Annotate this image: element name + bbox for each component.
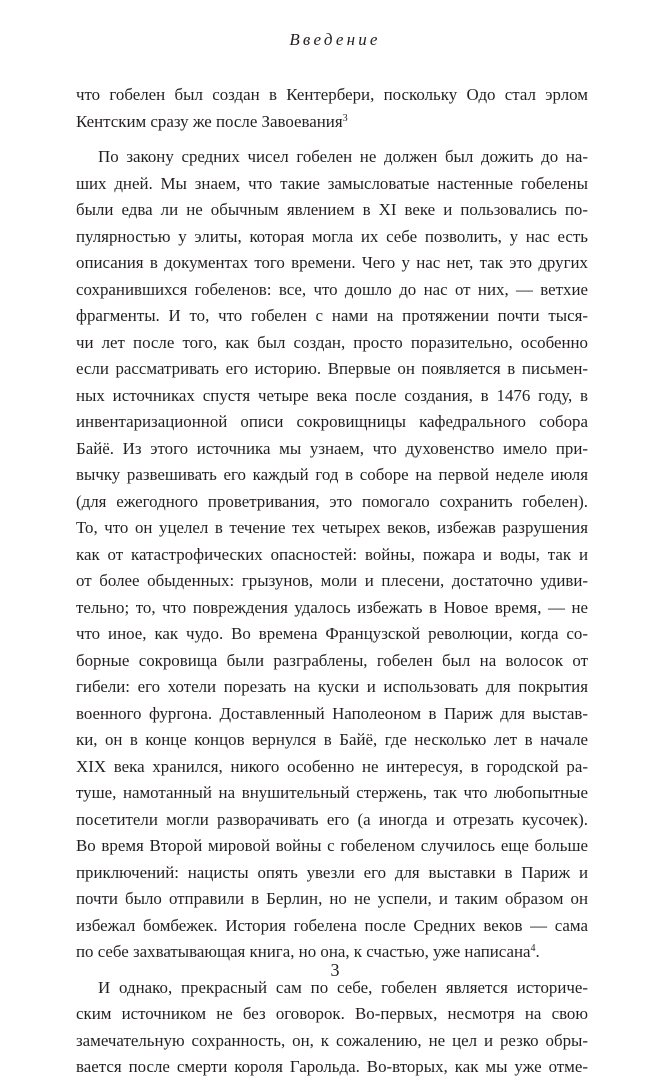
text-line: от более обыденных: грызунов, моли и плесени, достаточно удиви-	[76, 571, 588, 590]
text-line: Байё. Из этого источника мы узнаем, что духовенство имело при-	[76, 438, 588, 458]
text-line: вычку развешивать его каждый год в соборе на первой неделе июля	[76, 465, 588, 484]
footnote-marker[interactable]: 3	[342, 112, 348, 124]
text-line: То, что он уцелел в течение тех четырех веков, избежав разрушения	[76, 518, 588, 537]
text-line: Кентским сразу же после Завоевания	[76, 111, 343, 131]
page-number: 3	[330, 960, 340, 980]
text-line: приключений: нацисты опять увезли его для выставки в Париж и	[76, 862, 588, 882]
running-head: Введение	[289, 30, 381, 49]
text-line: ки, он в конце концов вернулся в Байё, где несколько лет в начале	[76, 730, 588, 749]
paragraph-1	[76, 82, 588, 135]
text-line: фрагменты. И то, что гобелен с нами на протяжении почти тыся-	[76, 306, 588, 325]
text-line: сохранившихся гобеленов: все, что дошло до нас от них, — ветхие	[76, 279, 588, 299]
text-line: замечательную сохранность, он, к сожалению, не цел и резко обры-	[76, 1030, 588, 1050]
text-line: чи лет после того, как был создан, просто поразительно, особенно	[76, 332, 588, 352]
paragraph-2	[76, 144, 588, 966]
body-text	[76, 82, 588, 1081]
text-line: ных источниках спустя четыре века после создания, в 1476 году, в	[76, 385, 588, 405]
text-line: XIX века хранился, никого особенно не интересуя, в городской ра-	[76, 756, 588, 776]
text-line: посетители могли разворачивать его (а иногда и отрезать кусочек).	[76, 809, 588, 829]
text-line: вается после смерти короля Гарольда. Во-вторых, как мы уже отме-	[76, 1057, 588, 1076]
text-line: инвентаризационной описи сокровищницы кафедрального собора	[76, 412, 588, 431]
text-line: туше, намотанный на внушительный стержень, так что любопытные	[76, 783, 588, 802]
text-line: пулярностью у элиты, которая могла их себе позволить, у нас есть	[76, 226, 588, 246]
text-line: что иное, как чудо. Во времена Французской революции, когда со-	[76, 624, 588, 643]
footnote-marker[interactable]: 4	[530, 943, 536, 954]
text-line: Во время Второй мировой войны с гобеленом случилось еще больше	[76, 836, 588, 855]
text-line: ским источником не без оговорок. Во-первых, несмотря на свою	[76, 1004, 588, 1023]
text-line: что гобелен был создан в Кентербери, поскольку Одо стал эрлом	[76, 85, 588, 104]
text-line: тельно; то, что повреждения удалось избежать в Новое время, — не	[76, 597, 588, 617]
paragraph-3	[76, 975, 588, 1081]
text-line: (для ежегодного проветривания, это помогало сохранить гобелен).	[76, 491, 588, 511]
text-line-with-footnote	[76, 109, 588, 136]
text-line: И однако, прекрасный сам по себе, гобелен является историче-	[98, 977, 588, 997]
text-line-with-footnote: по себе захватывающая книга, но она, к счастью, уже написана$^4$.	[76, 942, 540, 961]
text-line: если рассматривать его историю. Впервые он появляется в письмен-	[76, 359, 588, 378]
text-line: По закону средних чисел гобелен не должен был дожить до на-	[98, 147, 588, 166]
text-line: по себе захватывающая книга, но она, к счастью, уже написана	[76, 942, 531, 961]
text-line: борные сокровища были разграблены, гобелен был на волосок от	[76, 650, 588, 670]
text-line: гибели: его хотели порезать на куски и использовать для покрытия	[76, 677, 588, 696]
text-line: описания в документах того времени. Чего у нас нет, так это других	[76, 253, 588, 272]
text-line: были едва ли не обычным явлением в XI веке и пользовались по-	[76, 200, 588, 219]
text-line: избежал бомбежек. История гобелена после Средних веков — сама	[76, 915, 588, 935]
text-line: ших дней. Мы знаем, что такие замысловатые настенные гобелены	[76, 173, 588, 193]
text-line: почти было отправили в Берлин, но не успели, и таким образом он	[76, 889, 588, 908]
text-line: военного фургона. Доставленный Наполеоном в Париж для выстав-	[76, 703, 588, 723]
text-line: как от катастрофических опасностей: войны, пожара и воды, так и	[76, 544, 588, 564]
